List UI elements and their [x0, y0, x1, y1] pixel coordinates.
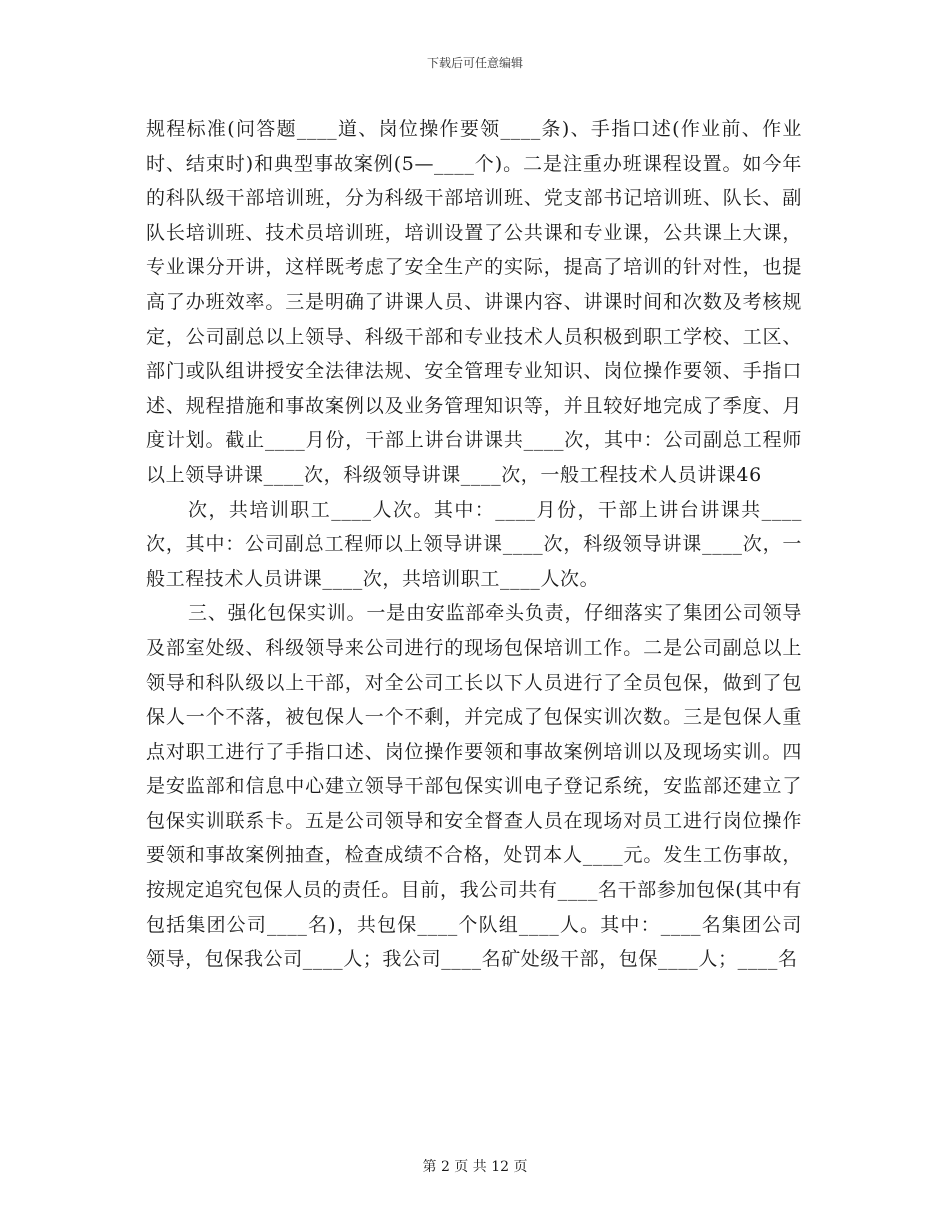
paragraph-training-courses: 规程标准(问答题____道、岗位操作要领____条)、手指口述(作业前、作业时、结束时)和典型事故案例(5—____个)。二是注重办班课程设置。如今年的科队级干部培训班，分为科级干部培训班、党支部书记培训班、队长、副队长培训班、技术员培训班，培训设置了公共课和专业课，公共课上大课，专业课分开讲，这样既考虑了安全生产的实际，提高了培训的针对性，也提高了办班效率。三是明确了讲课人员、讲课内容、讲课时间和次数及考核规定，公司副总以上领导、科级干部和专业技术人员积极到职工学校、工区、部门或队组讲授安全法律法规、安全管理专业知识、岗位操作要领、手指口述、规程措施和事故案例以及业务管理知识等，并且较好地完成了季度、月度计划。截止____月份，干部上讲台讲课共____次，其中：公司副总工程师以上领导讲课____次，科级领导讲课____次，一般工程技术人员讲课46: [146, 118, 802, 486]
page-header: 下载后可任意编辑: [426, 56, 523, 70]
paragraph-training-stats: 次，共培训职工____人次。其中：____月份，干部上讲台讲课共____次，其中：公司副总工程师以上领导讲课____次，科级领导讲课____次，一般工程技术人员讲课____次，共培训职工____人次。: [146, 498, 802, 590]
document-body: [146, 112, 802, 977]
paragraph-baobao-training: 三、强化包保实训。一是由安监部牵头负责，仔细落实了集团公司领导及部室处级、科级领导来公司进行的现场包保培训工作。二是公司副总以上领导和科队级以上干部，对全公司工长以下人员进行了全员包保，做到了包保人一个不落，被包保人一个不剩，并完成了包保实训次数。三是包保人重点对职工进行了手指口述、岗位操作要领和事故案例培训以及现场实训。四是安监部和信息中心建立领导干部包保实训电子登记系统，安监部还建立了包保实训联系卡。五是公司领导和安全督查人员在现场对员工进行岗位操作要领和事故案例抽查，检查成绩不合格，处罚本人____元。发生工伤事故，按规定追究包保人员的责任。目前，我公司共有____名干部参加包保(其中有包括集团公司____名)，共包保____个队组____人。其中：____名集团公司领导，包保我公司____人；我公司____名矿处级干部，包保____人；____名: [146, 602, 803, 971]
page-number-footer: 第 2 页 共 12 页: [422, 1159, 528, 1175]
